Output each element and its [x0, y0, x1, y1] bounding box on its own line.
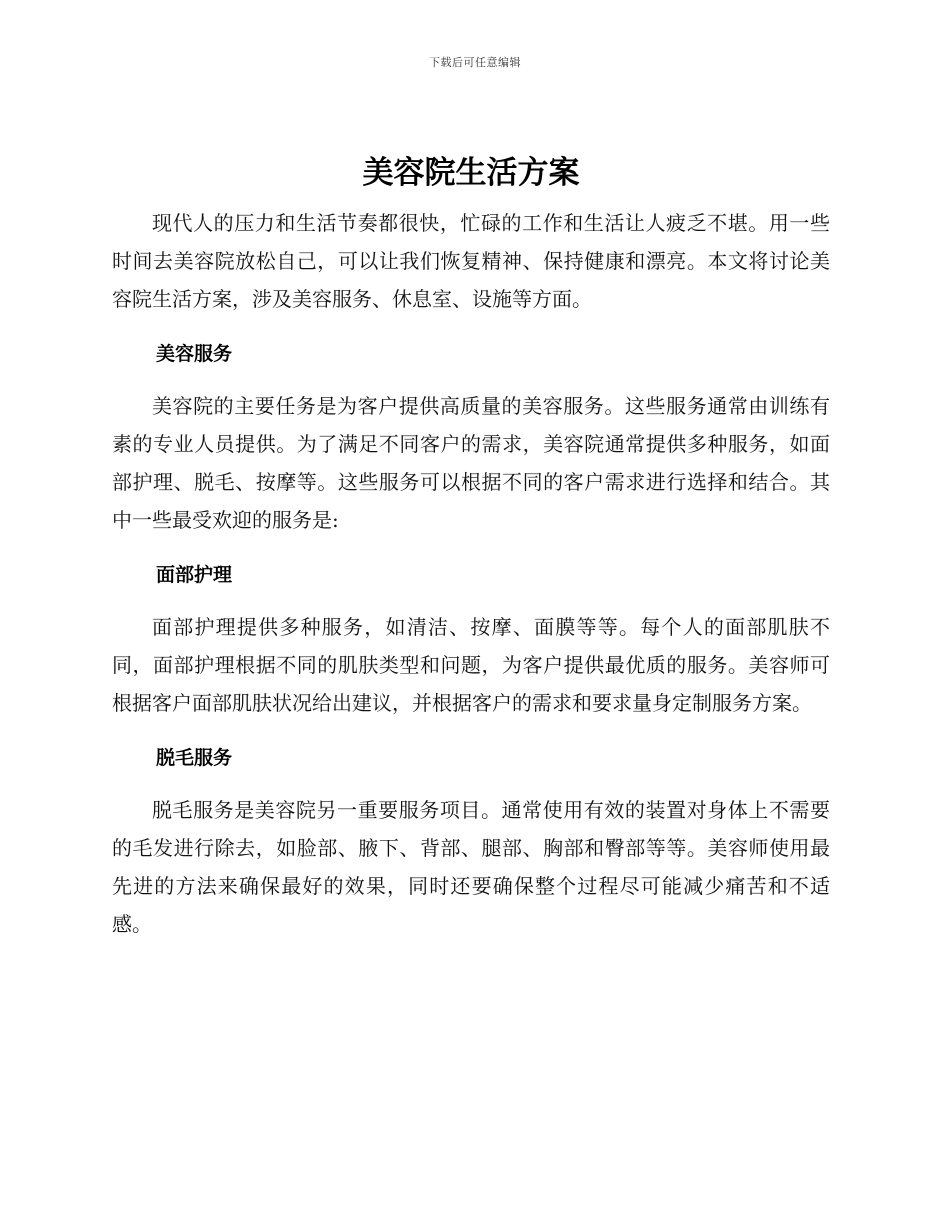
section-paragraph: 美容院的主要任务是为客户提供高质量的美容服务。这些服务通常由训练有素的专业人员提供。为了满足不同客户的需求，美容院通常提供多种服务，如面部护理、脱毛、按摩等。这些服务可以根据不同的客户需求进行选择和结合。其中一些最受欢迎的服务是: — [112, 394, 830, 532]
document-title: 美容院生活方案 — [362, 155, 580, 191]
section-facial-care — [112, 561, 830, 722]
header-note: 下载后可任意编辑 — [429, 56, 521, 69]
section-hair-removal — [112, 744, 830, 943]
section-paragraph: 脱毛服务是美容院另一重要服务项目。通常使用有效的装置对身体上不需要的毛发进行除去，如脸部、腋下、背部、腿部、胸部和臀部等等。美容师使用最先进的方法来确保最好的效果，同时还要确保整个过程尽可能减少痛苦和不适感。 — [112, 798, 830, 936]
section-heading: 美容服务 — [156, 343, 233, 365]
section-paragraph: 面部护理提供多种服务，如清洁、按摩、面膜等等。每个人的面部肌肤不同，面部护理根据不同的肌肤类型和问题，为客户提供最优质的服务。美容师可根据客户面部肌肤状况给出建议，并根据客户的需求和要求量身定制服务方案。 — [112, 615, 830, 715]
section-beauty-services — [112, 340, 830, 539]
document-body — [112, 150, 830, 943]
intro-paragraph: 现代人的压力和生活节奏都很快，忙碌的工作和生活让人疲乏不堪。用一些时间去美容院放松自己，可以让我们恢复精神、保持健康和漂亮。本文将讨论美容院生活方案，涉及美容服务、休息室、设施等方面。 — [112, 211, 830, 311]
section-heading: 面部护理 — [156, 564, 233, 586]
section-heading: 脱毛服务 — [156, 747, 233, 769]
